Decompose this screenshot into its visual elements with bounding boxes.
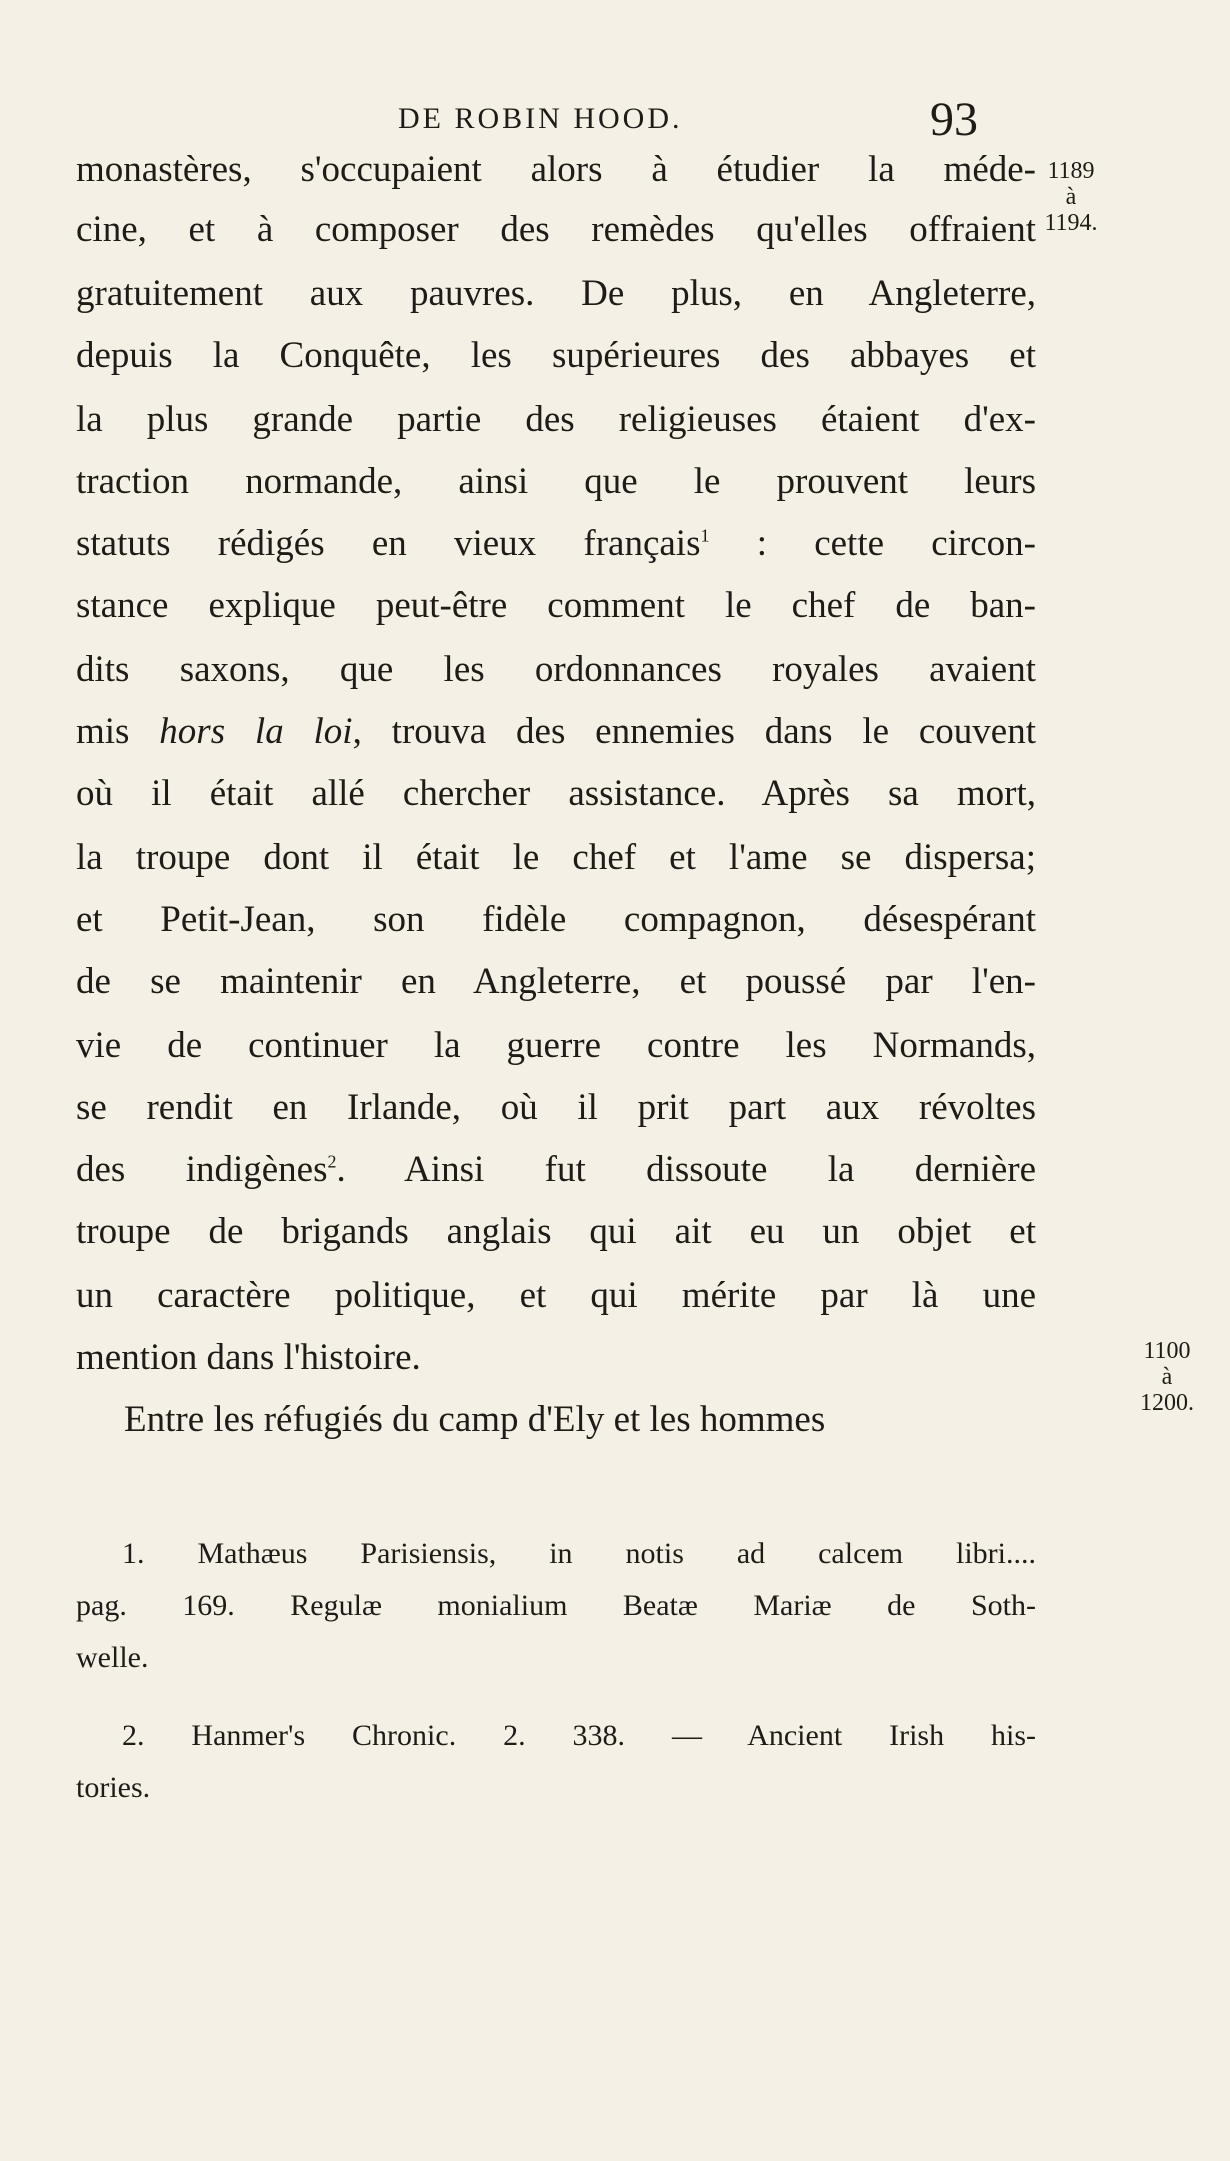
text-line: se rendit en Irlande, où il prit part aux révoltes <box>76 1087 1036 1128</box>
text-line: monastères, s'occupaient alors à étudier la méde- <box>76 149 1036 190</box>
footnote-line: 2. Hanmer's Chronic. 2. 338. — Ancient Irish his- <box>122 1719 1036 1752</box>
text-line: où il était allé chercher assistance. Après sa mort, <box>76 773 1036 814</box>
text-line: mention dans l'histoire. <box>76 1337 421 1378</box>
footnote-mark: 1 <box>700 525 710 546</box>
margin-date-1100-1200 <box>1122 1338 1212 1416</box>
margin-date-1189-1194 <box>1026 158 1116 236</box>
margin-date-end: 1194. <box>1044 210 1098 236</box>
footnote-line: 1. Mathæus Parisiensis, in notis ad calcem libri.... <box>122 1537 1036 1570</box>
text-line: cine, et à composer des remèdes qu'elles offraient <box>76 209 1036 250</box>
text-line <box>76 1140 1036 1200</box>
text-line: dits saxons, que les ordonnances royales avaient <box>76 649 1036 690</box>
margin-date-start: 1100 <box>1143 1338 1191 1364</box>
text-line: la plus grande partie des religieuses étaient d'ex- <box>76 399 1036 440</box>
running-title: DE ROBIN HOOD. <box>398 102 683 135</box>
text-line: depuis la Conquête, les supérieures des abbayes et <box>76 335 1036 376</box>
text-line: stance explique peut-être comment le chef de ban- <box>76 585 1036 626</box>
footnote-line: pag. 169. Regulæ monialium Beatæ Mariæ de Soth- <box>76 1589 1036 1622</box>
text-line: et Petit-Jean, son fidèle compagnon, désespérant <box>76 899 1036 940</box>
footnote-line: welle. <box>76 1641 149 1674</box>
text-line: de se maintenir en Angleterre, et poussé par l'en- <box>76 961 1036 1002</box>
text-segment: : cette circon- <box>709 523 1037 564</box>
text-line <box>76 702 1036 762</box>
page-number: 93 <box>930 93 978 146</box>
text-line: Entre les réfugiés du camp d'Ely et les hommes <box>124 1399 826 1440</box>
text-line: la troupe dont il était le chef et l'ame se dispersa; <box>76 837 1036 878</box>
margin-date-start: 1189 <box>1047 158 1095 184</box>
text-line: gratuitement aux pauvres. De plus, en Angleterre, <box>76 273 1036 314</box>
italic-phrase: hors la loi <box>159 711 353 752</box>
text-line: troupe de brigands anglais qui ait eu un objet et <box>76 1211 1036 1252</box>
margin-date-separator: à <box>1161 1364 1173 1390</box>
footnote-mark: 2 <box>327 1151 337 1172</box>
text-segment: statuts rédigés en vieux français <box>76 523 701 564</box>
text-segment: des indigènes <box>76 1149 328 1190</box>
text-line <box>76 514 1036 574</box>
text-segment: mis <box>76 711 160 752</box>
text-segment: , trouva des ennemies dans le couvent <box>352 711 1037 752</box>
footnote-line: tories. <box>76 1771 151 1804</box>
text-segment: . Ainsi fut dissoute la dernière <box>336 1149 1036 1190</box>
margin-date-separator: à <box>1065 184 1077 210</box>
margin-date-end: 1200. <box>1140 1390 1194 1416</box>
text-line: traction normande, ainsi que le prouvent leurs <box>76 461 1036 502</box>
text-line: vie de continuer la guerre contre les Normands, <box>76 1025 1036 1066</box>
text-line: un caractère politique, et qui mérite par là une <box>76 1275 1036 1316</box>
